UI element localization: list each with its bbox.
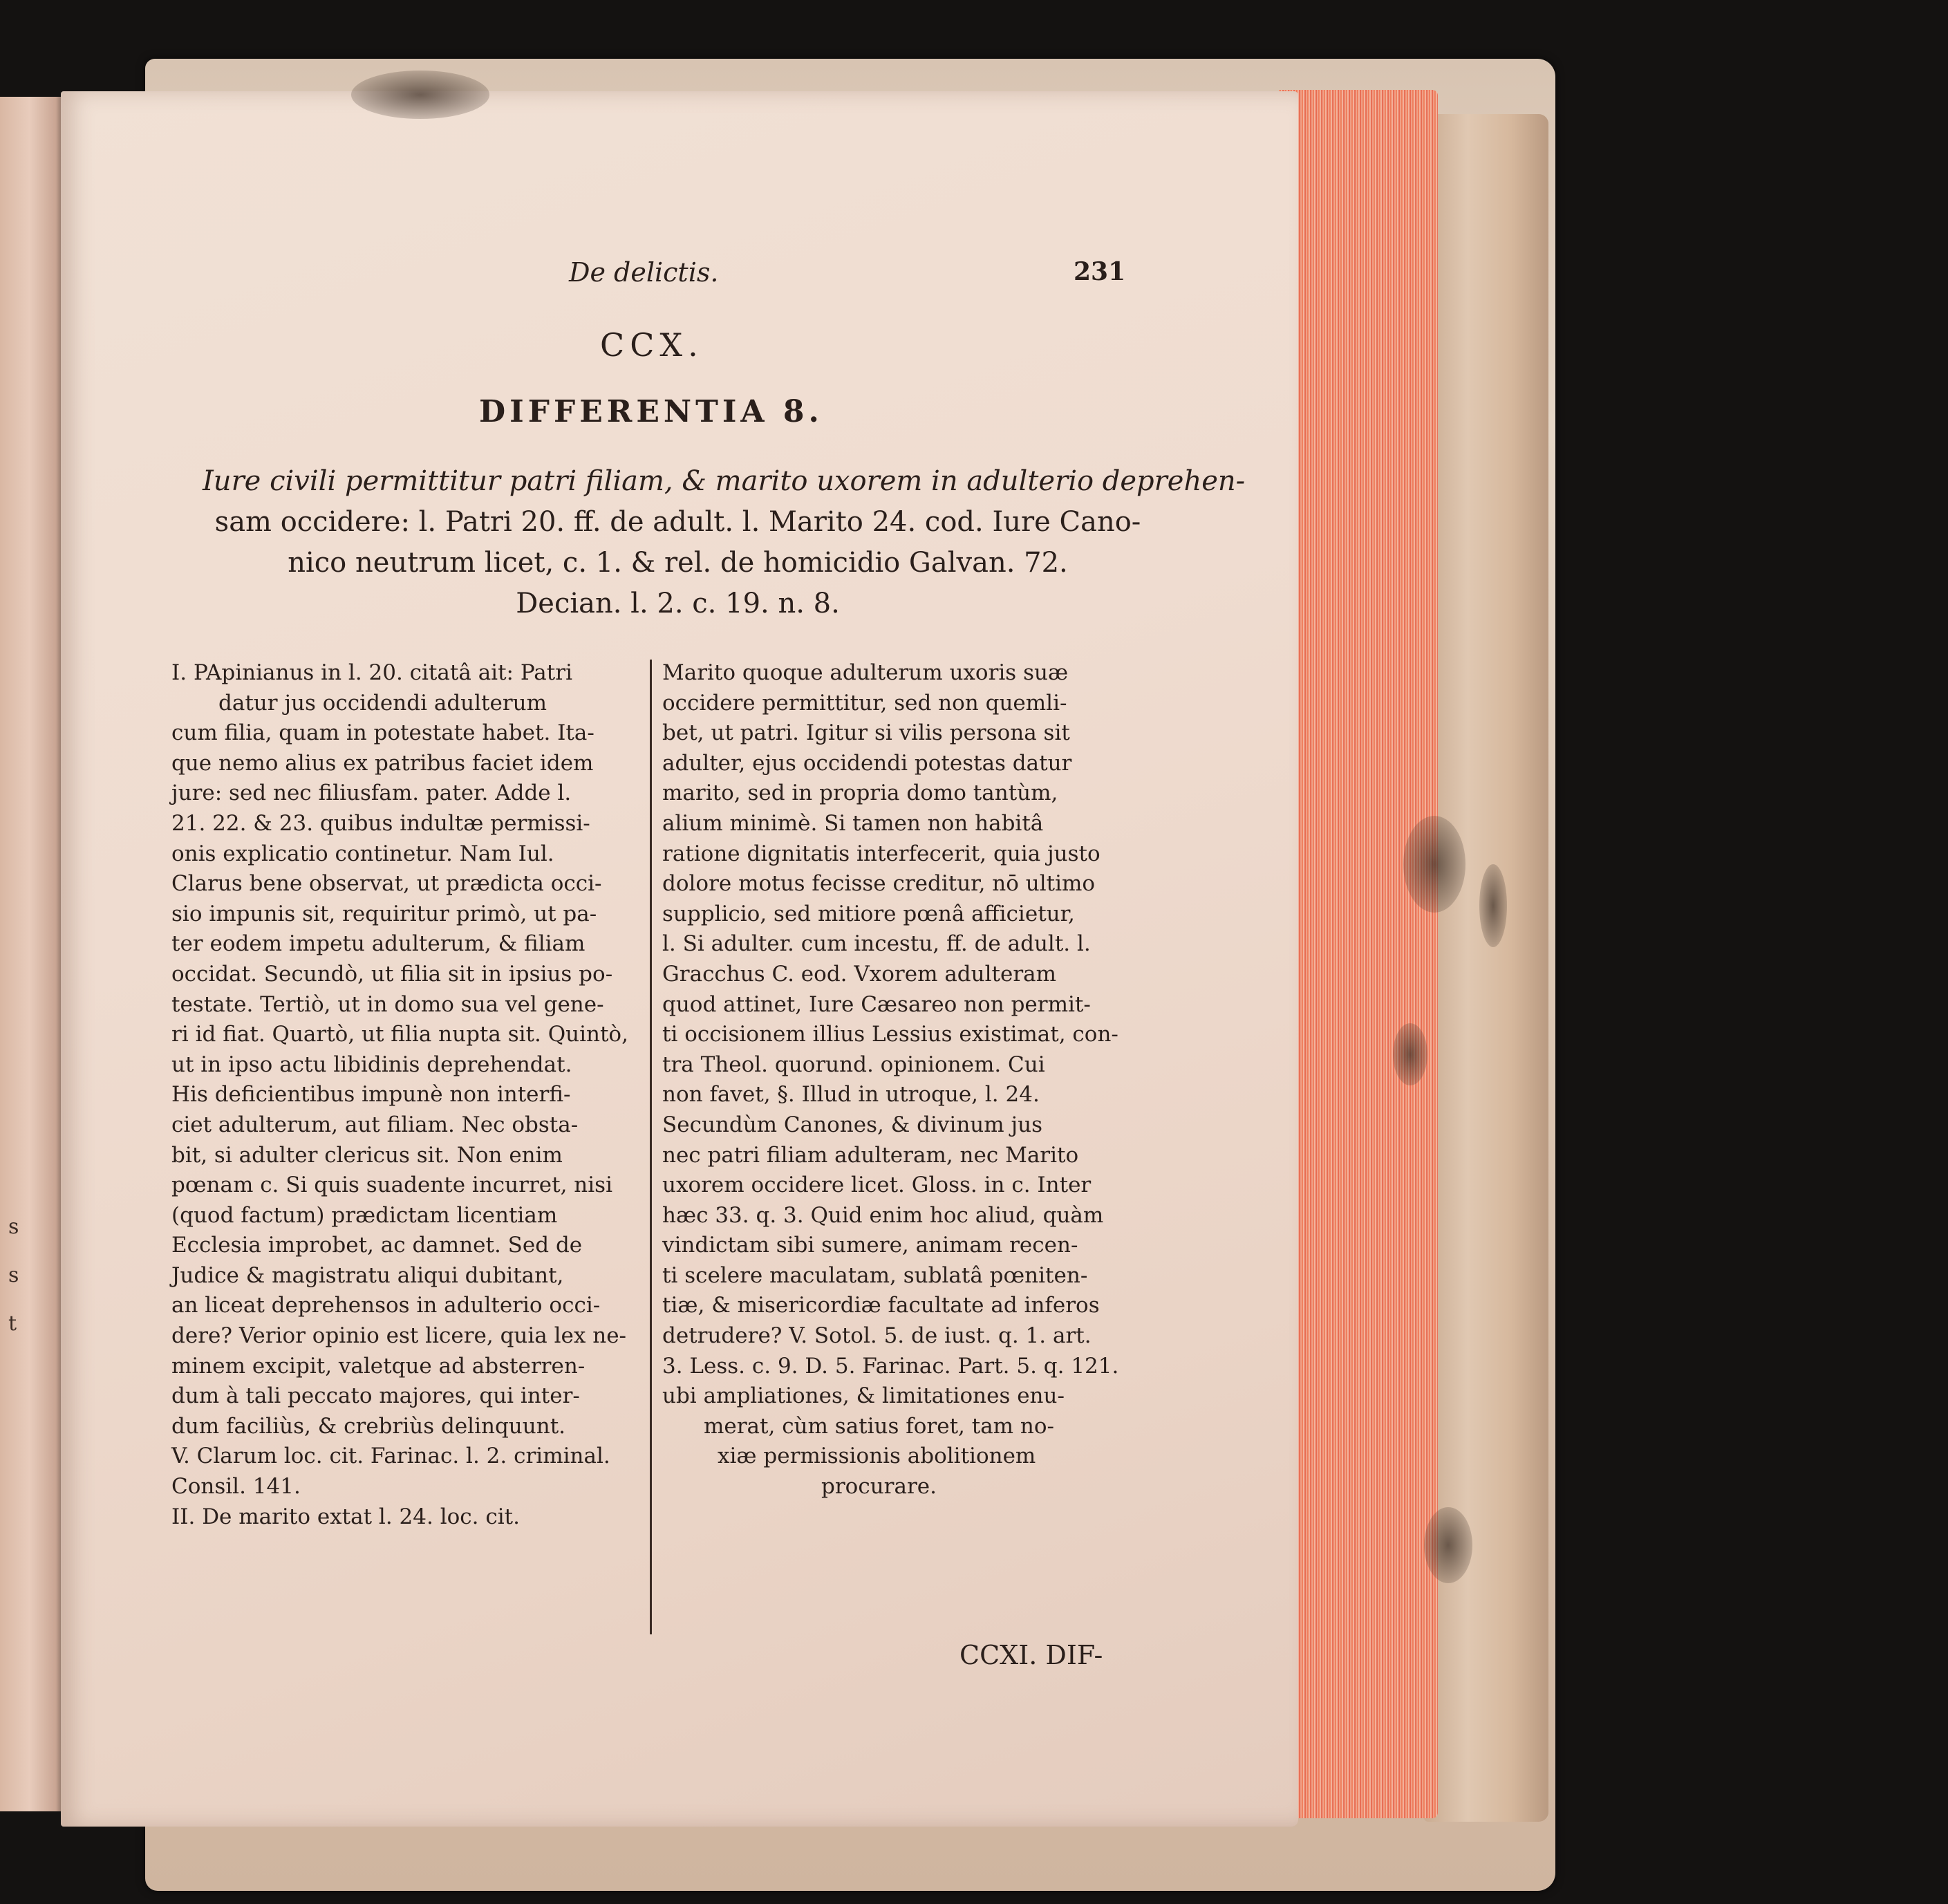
text-line: nec patri filiam adulteram, nec Marito	[662, 1142, 1079, 1168]
text-line: II. De marito extat l. 24. loc. cit.	[171, 1504, 520, 1529]
text-line: uxorem occidere licet. Gloss. in c. Inter	[662, 1173, 1092, 1198]
summary-line: Decian. l. 2. c. 19. n. 8.	[516, 588, 840, 619]
text-line: Ecclesia improbet, ac damnet. Sed de	[171, 1233, 583, 1258]
text-line: tra Theol. quorund. opinionem. Cui	[662, 1052, 1045, 1077]
stain-mark	[1424, 1507, 1472, 1583]
text-line: Consil. 141.	[171, 1474, 301, 1500]
text-line: Secundùm Canones, & divinum jus	[662, 1112, 1042, 1137]
text-line: ter eodem impetu adulterum, & filiam	[171, 931, 586, 957]
text-line: jure: sed nec filiusfam. pater. Adde l.	[171, 781, 572, 806]
text-line: l. Si adulter. cum incestu, ff. de adult. l.	[662, 931, 1091, 957]
text-line: onis explicatio continetur. Nam Iul.	[171, 841, 554, 866]
text-line: procurare.	[821, 1474, 937, 1500]
text-line: ut in ipso actu libidinis deprehendat.	[171, 1052, 572, 1077]
stain-mark	[351, 71, 489, 119]
text-line: 3. Less. c. 9. D. 5. Farinac. Part. 5. q. 121.	[662, 1353, 1119, 1379]
margin-mark: s	[8, 1263, 19, 1287]
text-line: dum à tali peccato majores, qui inter-	[171, 1383, 580, 1409]
text-line: sio impunis sit, requiritur primò, ut pa-	[171, 901, 597, 926]
text-line: non favet, §. Illud in utroque, l. 24.	[662, 1082, 1040, 1108]
text-line: dum faciliùs, & crebriùs delinquunt.	[171, 1413, 566, 1439]
section-heading: DIFFERENTIA 8.	[479, 394, 823, 429]
text-line: tiæ, & misericordiæ facultate ad inferos	[662, 1293, 1100, 1318]
text-line: detrudere? V. Sotol. 5. de iust. q. 1. art.	[662, 1323, 1092, 1349]
text-line: marito, sed in propria domo tantùm,	[662, 781, 1058, 806]
stain-mark	[1403, 816, 1465, 913]
text-line: dere? Verior opinio est licere, quia lex ne-	[171, 1323, 627, 1349]
right-column	[662, 658, 1139, 1502]
text-line: datur jus occidendi adulterum	[218, 690, 547, 716]
text-columns	[171, 658, 1167, 1640]
page-number: 231	[1074, 257, 1126, 286]
text-line: minem excipit, valetque ad absterren-	[171, 1353, 586, 1379]
left-page-edge	[0, 97, 66, 1811]
text-line: ratione dignitatis interfecerit, quia justo	[662, 841, 1101, 866]
text-line: (quod factum) prædictam licentiam	[171, 1202, 558, 1228]
summary-line: Iure civili permittitur patri filiam, & marito uxorem in adulterio deprehen-	[203, 465, 1246, 497]
text-line: Gracchus C. eod. Vxorem adulteram	[662, 961, 1057, 987]
margin-mark: t	[8, 1312, 17, 1336]
catchword: CCXI. DIF-	[959, 1640, 1103, 1670]
red-page-edges	[1279, 90, 1438, 1818]
text-line: His deficientibus impunè non interfi-	[171, 1082, 571, 1108]
text-line: I. PApinianus in l. 20. citatâ ait: Patri	[171, 660, 572, 685]
text-line: Judice & magistratu aliqui dubitant,	[171, 1262, 564, 1288]
text-line: cum filia, quam in potestate habet. Ita-	[171, 720, 594, 746]
text-line: an liceat deprehensos in adulterio occi-	[171, 1293, 601, 1318]
summary-line: sam occidere: l. Patri 20. ff. de adult. l. Marito 24. cod. Iure Cano-	[214, 506, 1141, 538]
text-line: merat, cùm satius foret, tam no-	[704, 1413, 1055, 1439]
text-line: quod attinet, Iure Cæsareo non permit-	[662, 991, 1091, 1017]
text-line: 21. 22. & 23. quibus indultæ permissi-	[171, 810, 590, 836]
summary-paragraph	[203, 461, 1246, 624]
stain-mark	[1393, 1023, 1427, 1085]
text-line: ti scelere maculatam, sublatâ pœniten-	[662, 1262, 1088, 1288]
text-line: que nemo alius ex patribus faciet idem	[171, 750, 594, 776]
text-line: supplicio, sed mitiore pœnâ afficietur,	[662, 901, 1075, 926]
text-line: ti occisionem illius Lessius existimat, con-	[662, 1022, 1118, 1047]
section-number: CCX.	[600, 326, 704, 364]
text-line: alium minimè. Si tamen non habitâ	[662, 810, 1044, 836]
left-margin-marks	[8, 1203, 18, 1348]
left-column	[171, 658, 641, 1532]
text-line: occidat. Secundò, ut filia sit in ipsius po-	[171, 961, 613, 987]
text-line: testate. Tertiò, ut in domo sua vel gene-	[171, 991, 604, 1017]
text-line: occidere permittitur, sed non quemli-	[662, 690, 1067, 716]
text-line: dolore motus fecisse creditur, nō ultimo	[662, 871, 1096, 897]
running-head: De delictis.	[569, 257, 719, 288]
text-line: Clarus bene observat, ut prædicta occi-	[171, 871, 602, 897]
text-line: ubi ampliationes, & limitationes enu-	[662, 1383, 1065, 1409]
text-line: ciet adulterum, aut filiam. Nec obsta-	[171, 1112, 579, 1137]
stain-mark	[1479, 864, 1507, 947]
text-line: bit, si adulter clericus sit. Non enim	[171, 1142, 563, 1168]
text-line: Marito quoque adulterum uxoris suæ	[662, 660, 1069, 685]
summary-line: nico neutrum licet, c. 1. & rel. de homicidio Galvan. 72.	[288, 547, 1068, 579]
text-line: V. Clarum loc. cit. Farinac. l. 2. criminal.	[171, 1444, 610, 1469]
main-page	[61, 91, 1298, 1827]
margin-mark: s	[8, 1215, 19, 1239]
text-line: xiæ permissionis abolitionem	[718, 1444, 1036, 1469]
text-line: ri id fiat. Quartò, ut filia nupta sit. Quintò,	[171, 1022, 628, 1047]
text-line: pœnam c. Si quis suadente incurret, nisi	[171, 1173, 612, 1198]
text-line: adulter, ejus occidendi potestas datur	[662, 750, 1072, 776]
text-line: vindictam sibi sumere, animam recen-	[662, 1233, 1078, 1258]
column-divider	[650, 660, 652, 1634]
text-line: hæc 33. q. 3. Quid enim hoc aliud, quàm	[662, 1202, 1104, 1228]
text-line: bet, ut patri. Igitur si vilis persona sit	[662, 720, 1070, 746]
